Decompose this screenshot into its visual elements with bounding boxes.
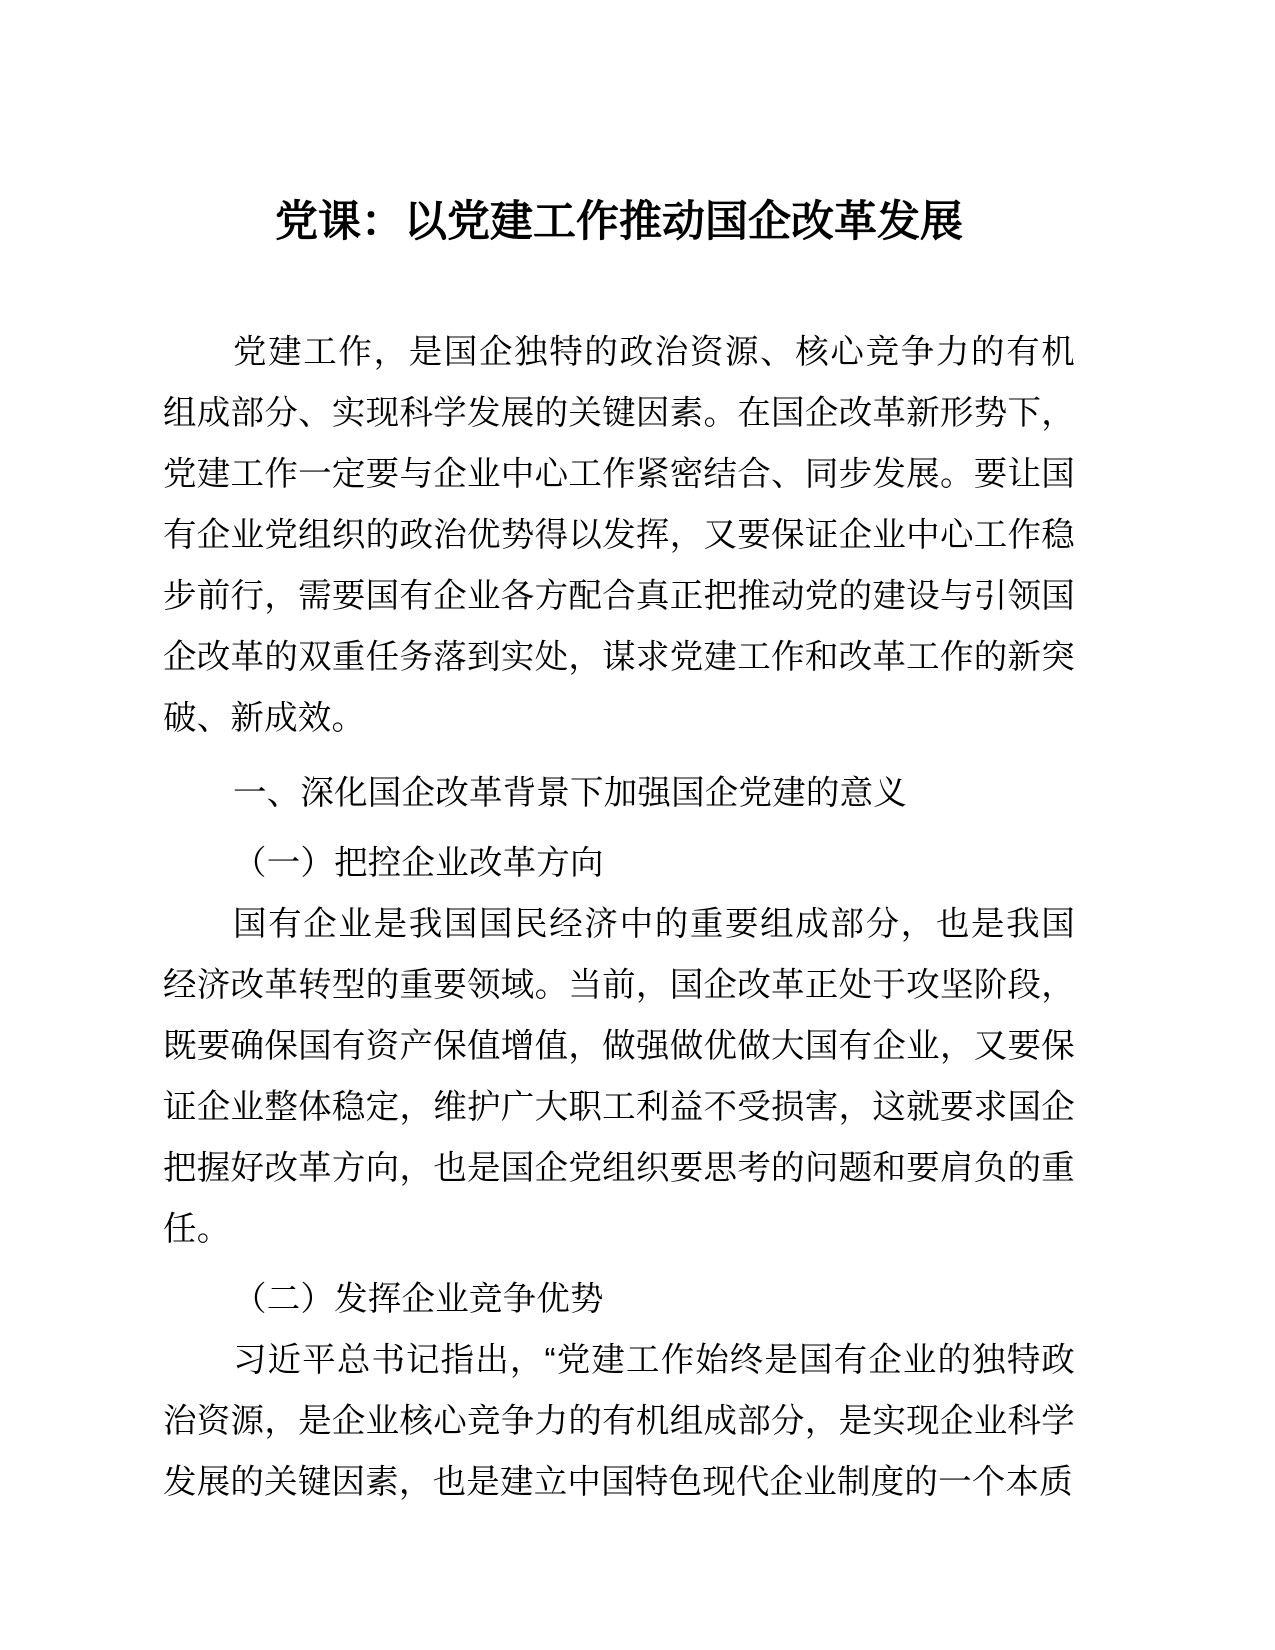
section-heading-one: 一、深化国企改革背景下加强国企党建的意义	[233, 774, 907, 812]
subsection-heading-one-b: （二）发挥企业竞争优势	[233, 1280, 604, 1318]
document-body	[163, 322, 1075, 1513]
subsection-heading-one-a: （一）把控企业改革方向	[233, 844, 604, 882]
document-content	[163, 0, 1075, 1513]
paragraph-competitive-advantage: 习近平总书记指出，“党建工作始终是国有企业的独特政治资源，是企业核心竞争力的有机组成部分，是实现企业科学发展的关键因素，也是建立中国特色现代企业制度的一个本质	[163, 1341, 1075, 1501]
paragraph-intro: 党建工作，是国企独特的政治资源、核心竞争力的有机组成部分、实现科学发展的关键因素。在国企改革新形势下，党建工作一定要与企业中心工作紧密结合、同步发展。要让国有企业党组织的政治优势得以发挥，又要保证企业中心工作稳步前行，需要国有企业各方配合真正把推动党的建设与引领国企改革的双重任务落到实处，谋求党建工作和改革工作的新突破、新成效。	[163, 333, 1075, 737]
page-title: 党课：以党建工作推动国企改革发展	[275, 198, 963, 246]
paragraph-soe-reform-direction: 国有企业是我国国民经济中的重要组成部分，也是我国经济改革转型的重要领域。当前，国企改革正处于攻坚阶段，既要确保国有资产保值增值，做强做优做大国有企业，又要保证企业整体稳定，维护广大职工利益不受损害，这就要求国企把握好改革方向，也是国企党组织要思考的问题和要肩负的重任。	[163, 905, 1075, 1248]
